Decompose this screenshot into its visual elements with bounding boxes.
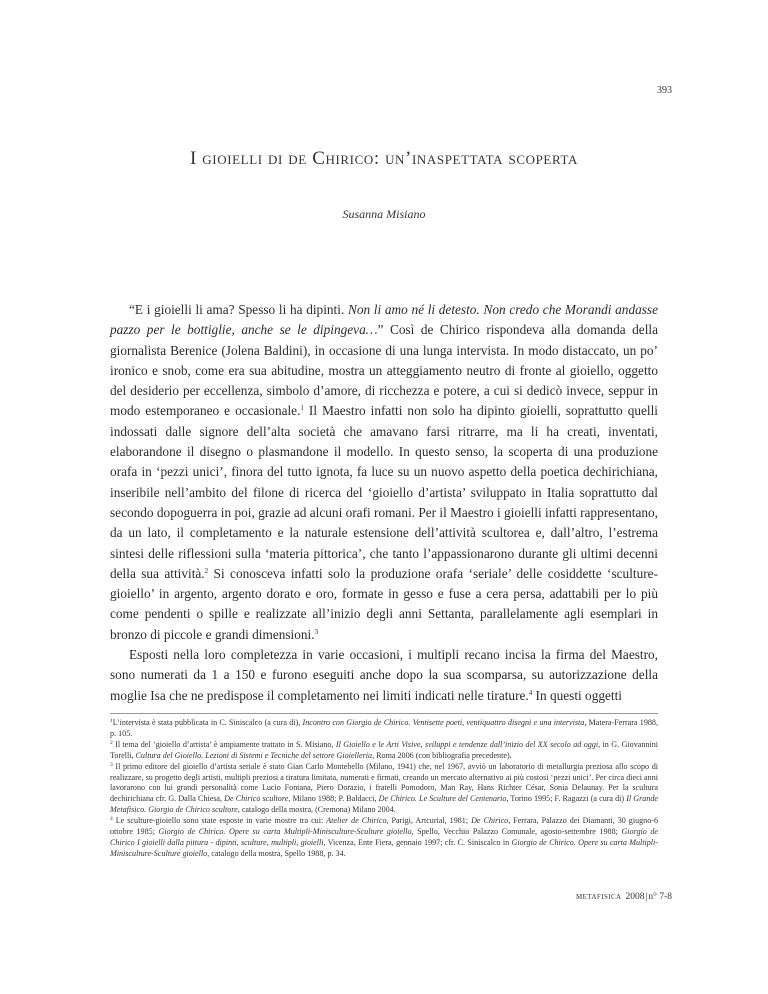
footnote-text: , in G. Giovannini Torelli,: [110, 739, 658, 760]
page-number: 393: [657, 85, 672, 96]
footnote-title: Incontro con Giorgio de Chirico. Ventisette poeti, ventiquattro disegni e una intervista: [302, 718, 585, 727]
body-text: [110, 300, 658, 706]
footnote-text: Il tema del ‘gioiello d’artista’ è ampiamente trattato in S. Misiano,: [112, 739, 336, 749]
footnote-text: , Parigi, Artcurial, 1981;: [386, 816, 472, 826]
footnote-title: Il Grande Metafisico. Giorgio de Chirico scultore: [110, 794, 659, 815]
footnote-text: L’intervista è stata pubblicata in C. Siniscalco (a cura di),: [112, 718, 303, 727]
page-footer: [576, 892, 672, 902]
footnote-ref-4[interactable]: 4: [528, 688, 533, 697]
text-run: Si conosceva infatti solo la produzione orafa ‘seriale’ delle cosiddette ‘sculture-gioiello’ in argento, argento dorato e oro, formate in gesso e fuse a cera persa, adattabili per lo più come pendenti o spille e realizzate all’inizio degli anni Settanta, parallelamente agli esemplari in bronzo di piccole e grandi dimensioni.: [110, 565, 659, 642]
footnote-marker: 4: [110, 816, 113, 823]
footnote-title: De Chirico: [471, 816, 509, 826]
footnote-1: [110, 718, 658, 740]
footnote-title: Giorgio de Chirico I gioielli dalla pittura - dipinti, sculture, multipli, gioielli: [110, 827, 659, 847]
footnote-text: , catalogo della mostra, (Cremona) Milano 2004.: [237, 805, 396, 815]
footnote-marker: 1: [110, 718, 113, 724]
footnote-title: Giorgio de Chirico. Opere su carta Multipli-Minisculture-Sculture gioiello: [110, 837, 658, 858]
paragraph-2: [110, 645, 658, 706]
footer-separator: |: [645, 892, 648, 902]
footnote-text: , Vicenza, Ente Fiera, gennaio 1997; cfr. C. Siniscalco in: [323, 837, 512, 847]
footnote-text: , Milano 1988; P. Baldacci,: [288, 794, 379, 804]
text-run: Esposti nella loro completezza in varie occasioni, i multipli recano incisa la firma del Maestro, sono numerati da 1 a 150 e furono eseguiti anche dopo la sua scomparsa, su autorizzazione della moglie Isa che ne predispose il completamento nei limiti indicati nelle tirature.: [110, 647, 658, 703]
text-run: “E i gioielli li ama? Spesso li ha dipinti.: [129, 302, 348, 317]
footnote-4: [110, 816, 658, 860]
journal-year: 2008: [625, 892, 645, 902]
text-run-italic: Non li amo né li detesto. Non credo che Morandi andasse pazzo per le bottiglie, anche se le dipingeva…: [110, 302, 659, 338]
text-run: Il Maestro infatti non solo ha dipinto gioielli, soprattutto quelli indossati dalle signore dell’alta società che amavano farsi ritrarre, ma li ha creati, inventati, elaborandone il disegno o plasmandone il modello. In questo senso, la scoperta di una produzione orafa in ‘pezzi unici’, finora del tutto ignota, fa luce su un nuovo aspetto della poetica dechirichiana, inseribile nell’ambito del filone di ricerca del ‘gioiello d’artista’ sviluppato in Italia soprattutto dal secondo dopoguerra in poi, grazie ad alcuni orafi romani. Per il Maestro i gioielli infatti rappresentano, da un lato, il completamento e la naturale estensione dell’attività scultorea e, dall’altro, l’estrema sintesi delle riflessioni sulla ‘materia pittorica’, che tanto l’appassionarono durante gli ultimi decenni della sua attività.: [110, 403, 658, 581]
footnote-ref-1[interactable]: 1: [300, 404, 304, 413]
paragraph-1: [110, 300, 658, 645]
text-run: In questi oggetti: [532, 687, 622, 703]
footnote-ref-2[interactable]: 2: [204, 566, 209, 575]
footnote-3: [110, 762, 658, 817]
footnote-text: , Roma 2006 (con bibliografia precedente).: [372, 750, 512, 760]
footnote-marker: 3: [110, 761, 113, 768]
footnote-text: , Spello, Vecchio Palazzo Comunale, agosto-settembre 1988;: [411, 827, 622, 837]
footnote-title: Atelier de Chirico: [326, 816, 387, 826]
footnote-title: Il Gioiello e le Arti Visive, sviluppi e tendenze dall’inizio del XX secolo ad oggi: [335, 739, 599, 749]
footnote-2: [110, 740, 658, 762]
footnote-rule: [110, 713, 658, 714]
footnote-text: Il primo editore del gioiello d’artista seriale è stato Gian Carlo Montebello (Milano, 1941) che, nel 1967, avviò un laboratorio di metallurgia preziosa allo scopo di realizzare, su progetto degli artisti, multipli preziosi a tiratura limitata, numerati e firmati, creando un mercato alternativo ai più costosi ‘pezzi unici’. Per circa dieci anni lavorarono con lui grandi personalità come Lucio Fontana, Piero Dorazio, i fratelli Pomodoro, Man Ray, Hans Richter César, Sonia Delaunay. Per la scultura dechirichiana cfr. G. Dalla Chiesa,: [110, 761, 658, 804]
footnotes: [110, 718, 658, 860]
footnote-text: , Matera-Ferrara 1988, p. 105.: [110, 718, 659, 738]
footnote-title: Cultura del Gioiello. Lezioni di Sistemi e Tecniche del settore Gioielleria: [135, 750, 373, 760]
footnote-text: , Torino 1995; F. Ragazzi (a cura di): [506, 794, 627, 804]
footnote-title: De Chirico scultore: [224, 794, 289, 804]
footnote-ref-3[interactable]: 3: [314, 627, 319, 636]
text-run: ” Così de Chirico rispondeva alla domanda della giornalista Berenice (Jolena Baldini), in occasione di una lunga intervista. In modo distaccato, un po’ ironico e snob, come era sua abitudine, mostra un atteggiamento neutro di fronte al gioiello, oggetto del desiderio per eccellenza, simbolo d’amore, di ricchezza e potere, a cui si dedicò invece, seppur in modo estemporaneo e occasionale.: [110, 322, 658, 419]
article-title: I gioielli di de Chirico: un’inaspettata scoperta: [190, 148, 578, 169]
footnote-text: , Ferrara, Palazzo dei Diamanti, 30 giugno-6 ottobre 1985;: [110, 816, 658, 837]
footnote-text: Le sculture-gioiello sono state esposte in varie mostre tra cui:: [112, 816, 327, 826]
article-author: Susanna Misiano: [342, 207, 426, 221]
footnote-text: , catalogo della mostra, Spello 1988, p. 34.: [207, 848, 346, 858]
footnote-title: De Chirico. Le Sculture del Centenario: [378, 794, 507, 804]
footnote-title: Giorgio de Chirico. Opere su carta Multipli-Minisculture-Sculture gioiello: [158, 827, 412, 837]
journal-issue: n° 7-8: [648, 892, 672, 902]
journal-name: metafisica: [576, 892, 622, 902]
footnote-marker: 2: [110, 739, 113, 746]
